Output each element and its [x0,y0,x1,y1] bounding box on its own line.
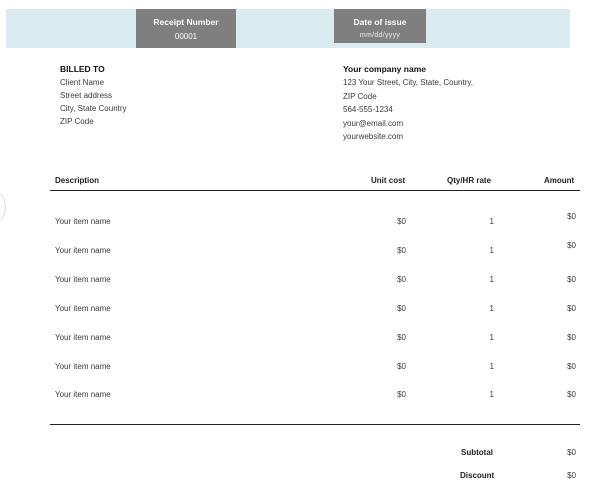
table-row [0,362,589,376]
table-row [0,241,589,260]
item-amount: $0 [567,304,576,313]
item-qty[interactable]: 1 [489,390,494,399]
billed-to-title: BILLED TO [60,64,105,74]
company-block [343,63,473,143]
item-unit-cost[interactable]: $0 [397,275,406,284]
item-qty[interactable]: 1 [489,304,494,313]
table-row [0,390,589,404]
item-description[interactable]: Your item name [55,275,111,284]
client-city[interactable]: City, State Country [60,104,127,113]
discount-label: Discount [460,471,495,480]
column-header-amount: Amount [544,176,575,185]
column-header-unit-cost: Unit cost [371,176,406,185]
item-description[interactable]: Your item name [55,362,111,371]
subtotal-label: Subtotal [461,448,493,457]
item-amount: $0 [567,390,576,399]
item-qty[interactable]: 1 [489,246,494,255]
date-of-issue-label: Date of issue [353,17,407,27]
table-row [0,212,589,231]
item-description[interactable]: Your item name [55,304,111,313]
item-description[interactable]: Your item name [55,390,111,399]
table-row [0,275,589,289]
item-qty[interactable]: 1 [489,275,494,284]
table-header-rule [50,190,580,191]
item-amount: $0 [567,212,576,221]
item-amount: $0 [567,333,576,342]
company-zip[interactable]: ZIP Code [343,91,377,101]
item-description[interactable]: Your item name [55,217,111,226]
date-of-issue-value[interactable]: mm/dd/yyyy [359,32,401,39]
discount-value[interactable]: $0 [567,471,576,480]
receipt-number-label: Receipt Number [153,17,219,27]
item-unit-cost[interactable]: $0 [397,217,406,226]
table-bottom-rule [50,424,580,425]
company-website[interactable]: yourwebsite.com [343,132,404,142]
client-zip[interactable]: ZIP Code [60,117,94,126]
receipt-number-box [136,9,236,48]
item-amount: $0 [567,275,576,284]
item-unit-cost[interactable]: $0 [397,246,406,255]
company-email[interactable]: your@email.com [343,118,404,128]
item-amount: $0 [567,241,576,250]
item-qty[interactable]: 1 [489,217,494,226]
client-street[interactable]: Street address [60,91,113,100]
company-phone[interactable]: 564-555-1234 [343,105,393,115]
item-unit-cost[interactable]: $0 [397,362,406,371]
item-unit-cost[interactable]: $0 [397,304,406,313]
company-address[interactable]: 123 Your Street, City, State, Country, [343,78,473,88]
item-unit-cost[interactable]: $0 [397,333,406,342]
column-header-qty: Qty/HR rate [447,176,492,185]
item-amount: $0 [567,362,576,371]
billed-to-block [60,63,127,128]
item-qty[interactable]: 1 [489,333,494,342]
date-of-issue-box [334,9,426,43]
receipt-number-value[interactable]: 00001 [174,32,198,41]
client-name[interactable]: Client Name [60,78,105,87]
subtotal-value: $0 [567,448,576,457]
table-row [0,333,589,347]
table-row [0,304,589,318]
item-qty[interactable]: 1 [489,362,494,371]
item-unit-cost[interactable]: $0 [397,390,406,399]
header-band [6,9,570,48]
item-description[interactable]: Your item name [55,333,111,342]
company-name[interactable]: Your company name [343,64,426,74]
item-description[interactable]: Your item name [55,246,111,255]
column-header-description: Description [55,176,100,185]
